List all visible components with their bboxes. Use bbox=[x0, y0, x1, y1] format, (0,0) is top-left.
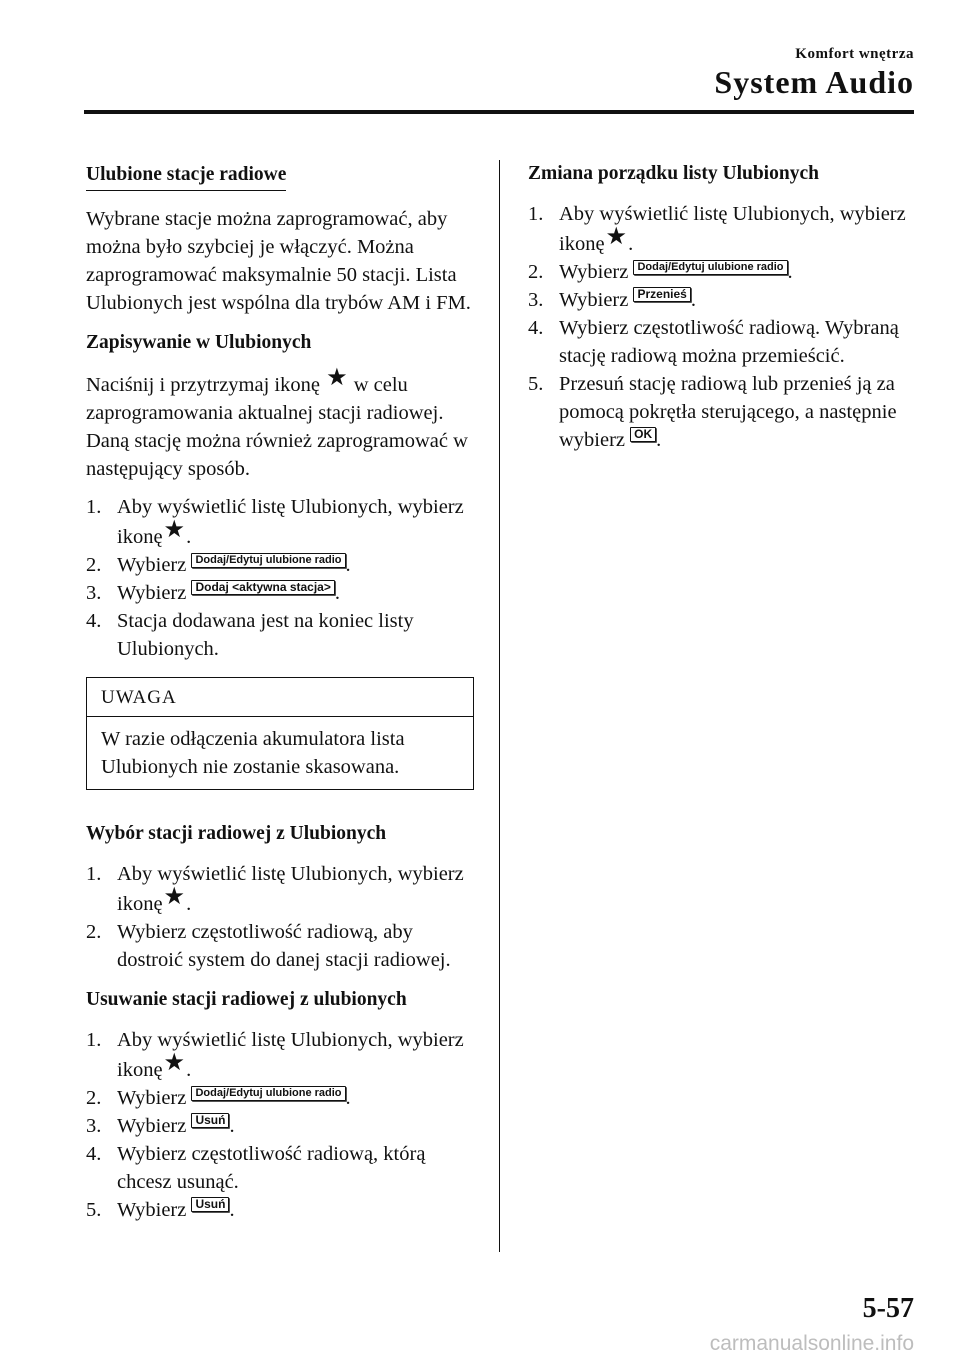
save-text-before: Naciśnij i przytrzymaj ikonę bbox=[86, 374, 320, 396]
right-column bbox=[528, 160, 918, 464]
list-item: 3. Wybierz Przenieś . bbox=[528, 287, 696, 311]
star-icon: ★ bbox=[163, 1050, 186, 1076]
list-item: 1. Aby wyświetlić listę Ulubionych, wybierz ikonę★. bbox=[528, 203, 906, 255]
star-icon: ★ bbox=[163, 884, 186, 910]
list-item: 1. Aby wyświetlić listę Ulubionych, wybierz ikonę★. bbox=[86, 863, 464, 915]
section-title-favorites: Ulubione stacje radiowe bbox=[86, 161, 286, 191]
left-column bbox=[86, 160, 474, 1234]
list-item: 2. Wybierz Dodaj/Edytuj ulubione radio . bbox=[86, 1087, 351, 1109]
edit-favorites-button[interactable]: Dodaj/Edytuj ulubione radio bbox=[191, 1086, 345, 1101]
ok-button[interactable]: OK bbox=[630, 427, 656, 442]
remove-title: Usuwanie stacji radiowej z ulubionych bbox=[86, 989, 407, 1010]
remove-steps bbox=[86, 1026, 474, 1224]
move-button[interactable]: Przenieś bbox=[633, 287, 690, 302]
header-rule bbox=[84, 110, 914, 114]
delete-button[interactable]: Usuń bbox=[191, 1113, 229, 1128]
star-icon: ★ bbox=[326, 365, 348, 391]
column-divider bbox=[499, 160, 500, 1252]
header-section: Komfort wnętrza bbox=[795, 46, 914, 62]
watermark: carmanualsonline.info bbox=[709, 1332, 914, 1355]
select-title: Wybór stacji radiowej z Ulubionych bbox=[86, 823, 387, 844]
star-icon: ★ bbox=[163, 517, 186, 543]
reorder-title: Zmiana porządku listy Ulubionych bbox=[528, 163, 819, 184]
list-item: 4. Stacja dodawana jest na koniec listy Ulubionych. bbox=[86, 610, 414, 660]
note-text: W razie odłączenia akumulatora lista Ulubionych nie zostanie skasowana. bbox=[101, 728, 405, 778]
list-item: 3. Wybierz Usuń . bbox=[86, 1113, 235, 1137]
list-item: 2. Wybierz częstotliwość radiową, aby dostroić system do danej stacji radiowej. bbox=[86, 921, 451, 971]
save-steps bbox=[86, 493, 474, 663]
star-icon: ★ bbox=[605, 224, 628, 250]
list-item: 1. Aby wyświetlić listę Ulubionych, wybierz ikonę★. bbox=[86, 496, 464, 548]
add-active-station-button[interactable]: Dodaj <aktywna stacja> bbox=[191, 580, 334, 595]
list-item: 2. Wybierz Dodaj/Edytuj ulubione radio . bbox=[528, 261, 793, 283]
delete-button[interactable]: Usuń bbox=[191, 1197, 229, 1212]
list-item: 4. Wybierz częstotliwość radiową. Wybraną stację radiową można przemieścić. bbox=[528, 317, 899, 367]
save-title: Zapisywanie w Ulubionych bbox=[86, 332, 312, 353]
header-title: System Audio bbox=[714, 64, 914, 100]
page-number: 5-57 bbox=[862, 1293, 914, 1324]
list-item: 2. Wybierz Dodaj/Edytuj ulubione radio . bbox=[86, 554, 351, 576]
intro-paragraph: Wybrane stacje można zaprogramować, aby można było szybciej je włączyć. Można zaprogramować maksymalnie 50 stacji. Lista Ulubionych jest wspólna dla trybów AM i FM. bbox=[86, 208, 471, 314]
save-text-after: w celu zaprogramowania aktualnej stacji radiowej. Daną stację można również zaprogramować w następujący sposób. bbox=[86, 374, 468, 480]
list-item: 3. Wybierz Dodaj <aktywna stacja> . bbox=[86, 580, 340, 604]
reorder-steps bbox=[528, 200, 918, 454]
list-item: 5. Przesuń stację radiową lub przenieś ją za pomocą pokrętła sterującego, a następnie wybierz OK . bbox=[528, 373, 897, 451]
edit-favorites-button[interactable]: Dodaj/Edytuj ulubione radio bbox=[633, 260, 787, 275]
note-heading: UWAGA bbox=[87, 678, 473, 717]
edit-favorites-button[interactable]: Dodaj/Edytuj ulubione radio bbox=[191, 553, 345, 568]
note-box bbox=[86, 677, 474, 790]
list-item: 1. Aby wyświetlić listę Ulubionych, wybierz ikonę★. bbox=[86, 1029, 464, 1081]
list-item: 4. Wybierz częstotliwość radiową, którą chcesz usunąć. bbox=[86, 1143, 426, 1193]
select-steps bbox=[86, 860, 474, 974]
list-item: 5. Wybierz Usuń . bbox=[86, 1197, 235, 1221]
save-paragraph bbox=[86, 365, 474, 483]
